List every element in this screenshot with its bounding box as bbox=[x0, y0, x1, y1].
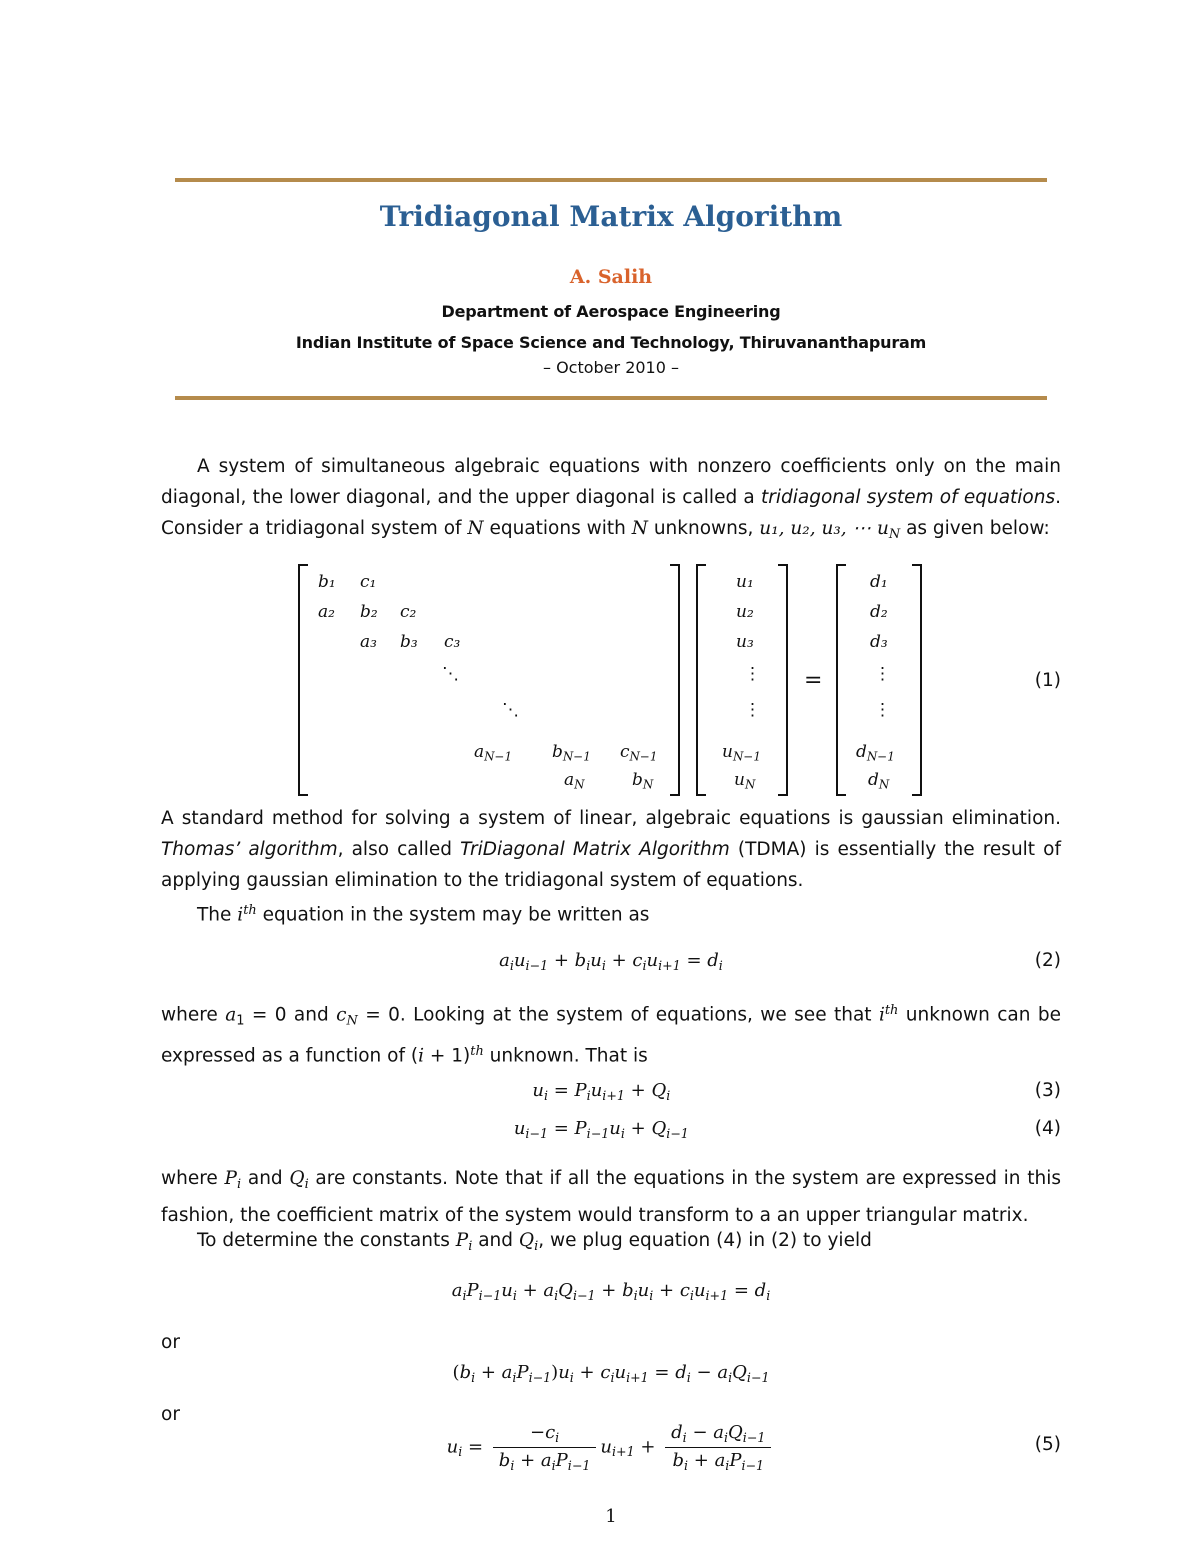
d-right-bracket bbox=[912, 564, 922, 796]
equals-sign: = bbox=[804, 668, 823, 693]
d-vector-entry: $d_{N-1}$ bbox=[856, 742, 895, 764]
coeff-left-bracket bbox=[298, 564, 308, 796]
equation-number: (2) bbox=[1034, 950, 1061, 971]
matrix-cell: $a_{N-1}$ bbox=[474, 742, 513, 764]
u-vector-entry: $u_{N-1}$ bbox=[722, 742, 761, 764]
equation-number: (3) bbox=[1034, 1080, 1061, 1101]
constants-paragraph: where $P_i$ and $Q_i$ are constants. Note that if all the equations in the system are expressed in this fashion, the coefficient matrix of the system would transform to a an upper triangular matrix. bbox=[161, 1168, 1061, 1226]
vertical-dots: ⋮ bbox=[744, 700, 761, 720]
equation-5: $u_i$ = $\frac{-c_i}{b_i + a_iP_{i-1}}$ $u_{i+1}$ + $\frac{d_i - a_iQ_{i-1}}{b_i + a_iP_{i-1}}$ bbox=[161, 1422, 1061, 1473]
derived-equation-1: $a_iP_{i-1}u_i + a_iQ_{i-1} + b_iu_i + c_iu_{i+1} = d_i$ bbox=[451, 1280, 771, 1303]
matrix-cell: $a_N$ bbox=[564, 770, 585, 792]
matrix-cell: b₂ bbox=[360, 602, 378, 622]
or-text: or bbox=[161, 1332, 180, 1353]
equation-number: (5) bbox=[1034, 1434, 1061, 1455]
diagonal-dots: ⋱ bbox=[442, 664, 459, 684]
vertical-dots: ⋮ bbox=[744, 664, 761, 684]
matrix-cell: a₂ bbox=[318, 602, 335, 622]
u-right-bracket bbox=[778, 564, 788, 796]
matrix-cell: $b_N$ bbox=[632, 770, 654, 792]
ith-equation-paragraph: The $i^{th}$ equation in the system may be written as bbox=[197, 903, 650, 926]
department: Department of Aerospace Engineering bbox=[441, 302, 781, 321]
top-rule bbox=[175, 178, 1047, 182]
equation-number: (1) bbox=[1034, 670, 1061, 691]
equation-2: $a_iu_{i-1} + b_iu_i + c_iu_{i+1} = d_i$ bbox=[499, 950, 723, 973]
or-text: or bbox=[161, 1404, 180, 1425]
equation-4: $u_{i-1} = P_{i-1}u_i + Q_{i-1}$ bbox=[513, 1118, 689, 1141]
author-name: A. Salih bbox=[569, 266, 653, 288]
where-paragraph: where $a_1 = 0$ and $c_N = 0$. Looking at the system of equations, we see that $i^{th}$ unknown can be expressed as a function of $(i + 1)^{th}$ unknown. That is bbox=[161, 1003, 1062, 1067]
matrix-cell: a₃ bbox=[360, 632, 377, 652]
coeff-right-bracket bbox=[670, 564, 680, 796]
date-line: – October 2010 – bbox=[542, 358, 679, 377]
page-number: 1 bbox=[605, 1506, 617, 1527]
matrix-cell: c₂ bbox=[400, 602, 417, 622]
u-vector-entry: u₁ bbox=[736, 572, 754, 592]
u-vector-entry: u₃ bbox=[736, 632, 754, 652]
equation-number: (4) bbox=[1034, 1118, 1061, 1139]
matrix-cell: c₃ bbox=[444, 632, 461, 652]
institute: Indian Institute of Space Science and Technology, Thiruvananthapuram bbox=[295, 333, 927, 352]
matrix-cell: b₁ bbox=[318, 572, 336, 592]
bottom-rule bbox=[175, 396, 1047, 400]
matrix-cell: $b_{N-1}$ bbox=[552, 742, 591, 764]
u-vector-entry: u₂ bbox=[736, 602, 754, 622]
u-vector-entry: $u_N$ bbox=[734, 770, 756, 792]
intro-paragraph: A system of simultaneous algebraic equations with nonzero coefficients only on the main diagonal, the lower diagonal, and the upper diagonal is called a tridiagonal system of equations. Consider a tridiagonal system of N equations with N unknowns, u₁, u₂, u₃, ⋯ $u_N$ as given below: bbox=[161, 456, 1061, 542]
d-vector-entry: d₃ bbox=[870, 632, 888, 652]
derived-equation-2: $(b_i + a_iP_{i-1})u_i + c_iu_{i+1} = d_i - a_iQ_{i-1}$ bbox=[452, 1362, 770, 1385]
matrix-equation bbox=[290, 564, 930, 796]
tdma-paragraph: A standard method for solving a system of linear, algebraic equations is gaussian elimination. Thomas’ algorithm, also called TriDiagonal Matrix Algorithm (TDMA) is essentially the result of applying gaussian elimination to the tridiagonal system of equations. bbox=[161, 808, 1061, 891]
paper-title: Tridiagonal Matrix Algorithm bbox=[379, 200, 843, 233]
equation-3: $u_i = P_iu_{i+1} + Q_i$ bbox=[532, 1080, 671, 1103]
diagonal-dots: ⋱ bbox=[502, 700, 519, 720]
determine-paragraph: To determine the constants $P_i$ and $Q_i$, we plug equation (4) in (2) to yield bbox=[197, 1230, 872, 1254]
d-left-bracket bbox=[836, 564, 846, 796]
matrix-cell: b₃ bbox=[400, 632, 418, 652]
u-left-bracket bbox=[696, 564, 706, 796]
vertical-dots: ⋮ bbox=[874, 700, 891, 720]
matrix-cell: c₁ bbox=[360, 572, 377, 592]
d-vector-entry: $d_N$ bbox=[868, 770, 890, 792]
d-vector-entry: d₂ bbox=[870, 602, 888, 622]
d-vector-entry: d₁ bbox=[870, 572, 888, 592]
matrix-cell: $c_{N-1}$ bbox=[620, 742, 658, 764]
vertical-dots: ⋮ bbox=[874, 664, 891, 684]
